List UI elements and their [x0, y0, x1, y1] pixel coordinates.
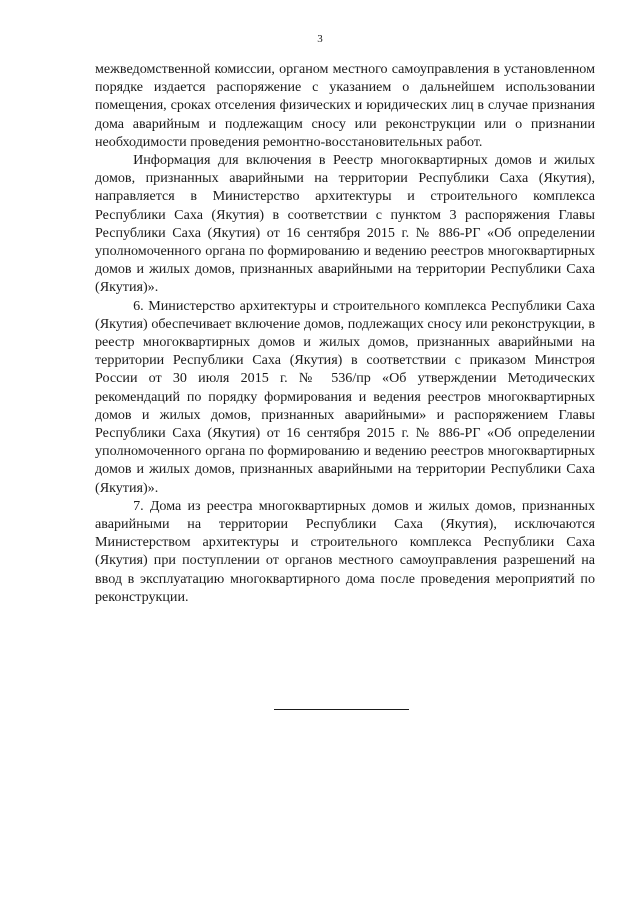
page-number: 3	[317, 33, 323, 45]
paragraph-continuation: межведомственной комиссии, органом местного самоуправления в установленном порядке издается распоряжение с указанием о дальнейшем использовании помещения, сроках отселения физических и юридических лиц в случае признания дома аварийным и подлежащим сносу или реконструкции или о признании необходимости проведения ремонтно-восстановительных работ.	[95, 61, 595, 150]
paragraph-item-6: 6. Министерство архитектуры и строительного комплекса Республики Саха (Якутия) обеспечивает включение домов, подлежащих сносу или реконструкции, в реестр многоквартирных домов и жилых домов, признанных аварийными на территории Республики Саха (Якутия) в соответствии с приказом Минстроя России от 30 июля 2015 г. № 536/пр «Об утверждении Методических рекомендаций по порядку формирования и ведения реестров многоквартирных домов и жилых домов, признанных аварийными» и распоряжением Главы Республики Саха (Якутия) от 16 сентября 2015 г. № 886-РГ «Об определении уполномоченного органа по формированию и ведению реестров многоквартирных домов и жилых домов, признанных аварийными на территории Республики Саха (Якутия)».	[95, 297, 595, 496]
end-of-document-rule	[274, 709, 409, 710]
paragraph-registry-information: Информация для включения в Реестр многоквартирных домов и жилых домов, признанных аварийными на территории Республики Саха (Якутия), направляется в Министерство архитектуры и строительного комплекса Республики Саха (Якутия) в соответствии с пунктом 3 распоряжения Главы Республики Саха (Якутия) от 16 сентября 2015 г. № 886-РГ «Об определении уполномоченного органа по формированию и ведению реестров многоквартирных домов и жилых домов, признанных аварийными на территории Республики Саха (Якутия)».	[95, 152, 595, 296]
paragraph-item-7: 7. Дома из реестра многоквартирных домов и жилых домов, признанных аварийными на территории Республики Саха (Якутия), исключаются Министерством архитектуры и строительного комплекса Республики Саха (Якутия) при поступлении от органов местного самоуправления разрешений на ввод в эксплуатацию многоквартирного дома после проведения мероприятий по реконструкции.	[95, 497, 595, 605]
document-body	[95, 60, 595, 606]
